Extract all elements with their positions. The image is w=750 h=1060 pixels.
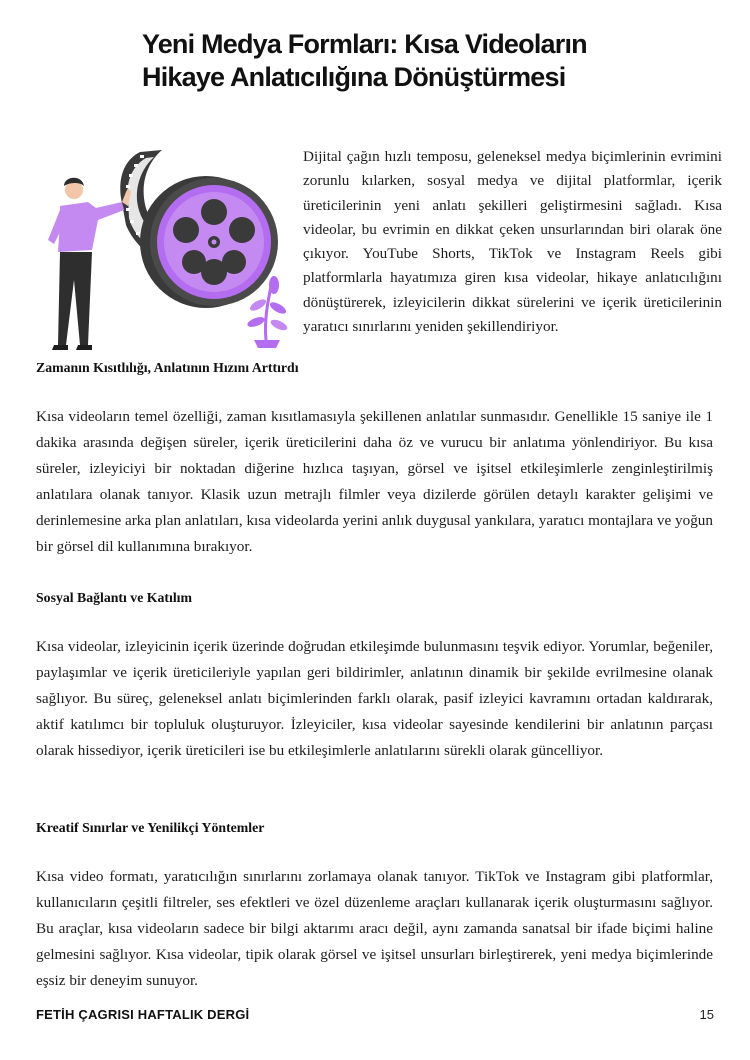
- article-title-line-1: Yeni Medya Formları: Kısa Videoların: [142, 29, 587, 59]
- section-heading: Sosyal Bağlantı ve Katılım: [36, 590, 192, 605]
- section-heading: Kreatif Sınırlar ve Yenilikçi Yöntemler: [36, 820, 265, 835]
- article-title-line-2: Hikaye Anlatıcılığına Dönüştürmesi: [142, 62, 566, 92]
- publication-name: FETİH ÇAGRISI HAFTALIK DERGİ: [36, 1007, 250, 1022]
- section-heading: Zamanın Kısıtlılığı, Anlatının Hızını Arttırdı: [36, 360, 299, 375]
- section-paragraph: Kısa video formatı, yaratıcılığın sınırlarını zorlamaya olanak tanıyor. TikTok ve Instagram gibi platformlar, kullanıcıların çeşitli filtreler, ses efektleri ve özel düzenleme araçları kullanarak içerik oluşturmasını sağlıyor. Bu araçlar, kısa videoların sadece bir bilgi aktarımı aracı değil, aynı zamanda sanatsal bir ifade biçimi haline gelmesini sağlıyor. Kısa videolar, tipik olarak görsel ve işitsel unsurları birleştirerek, yeni medya biçimlerinde eşsiz bir deneyim sunuyor.: [36, 868, 713, 989]
- section-paragraph: Kısa videoların temel özelliği, zaman kısıtlamasıyla şekillenen anlatılar sunmasıdır. Genellikle 15 saniye ile 1 dakika arasında değişen süreler, içerik üreticilerini daha öz ve vurucu bir anlatıma yönlendiriyor. Bu kısa süreler, izleyiciyi bir noktadan diğerine hızlıca taşıyan, görsel ve işitsel etkileşimlerle zenginleştirilmiş anlatılara olanak tanıyor. Klasik uzun metrajlı filmler veya dizilerde görülen detaylı karakter gelişimi ve derinlemesine arka plan anlatıları, kısa videolarda yerini anlık duygusal yankılara, yaratıcı montajlara ve yoğun bir görsel dil kullanımına bırakıyor.: [36, 408, 713, 555]
- film-reel-icon: [150, 178, 278, 306]
- film-illustration: [36, 140, 300, 355]
- section-paragraph: Kısa videolar, izleyicinin içerik üzerinde doğrudan etkileşimde bulunmasını teşvik ediyor. Yorumlar, beğeniler, paylaşımlar ve içerik üreticileriyle yapılan geri bildirimler, anlatının dinamik bir şekilde evrilmesine olanak sağlıyor. Bu süreç, geleneksel anlatı biçimlerinden farklı olarak, pasif izleyici kavramını ortadan kaldırarak, aktif katılımcı bir topluluk oluşturuyor. İzleyiciler, kısa videolar sayesinde kendilerini bir anlatının parçası olarak hissediyor, içerik üreticileri ise bu etkileşimlerle anlatılarını sürekli olarak güncelliyor.: [36, 638, 713, 759]
- intro-paragraph: Dijital çağın hızlı temposu, geleneksel medya biçimlerinin evrimini zorunlu kılarken, sosyal medya ve dijital platformlar, içerik üreticilerinin yeni anlatı şekilleri geliştirmesini sağladı. Kısa videolar, bu evrimin en dikkat çeken unsurlarından biri olarak öne çıkıyor. YouTube Shorts, TikTok ve Instagram Reels gibi platformlarla hayatımıza giren kısa videolar, hikaye anlatıcılığını dönüştürerek, izleyicilerin dikkat sürelerini ve içerik üreticilerinin yaratıcı sınırlarını yeniden şekillendiriyor.: [303, 148, 722, 336]
- person-icon: [48, 178, 131, 350]
- article-title: [142, 28, 702, 94]
- page-number: 15: [699, 1007, 714, 1022]
